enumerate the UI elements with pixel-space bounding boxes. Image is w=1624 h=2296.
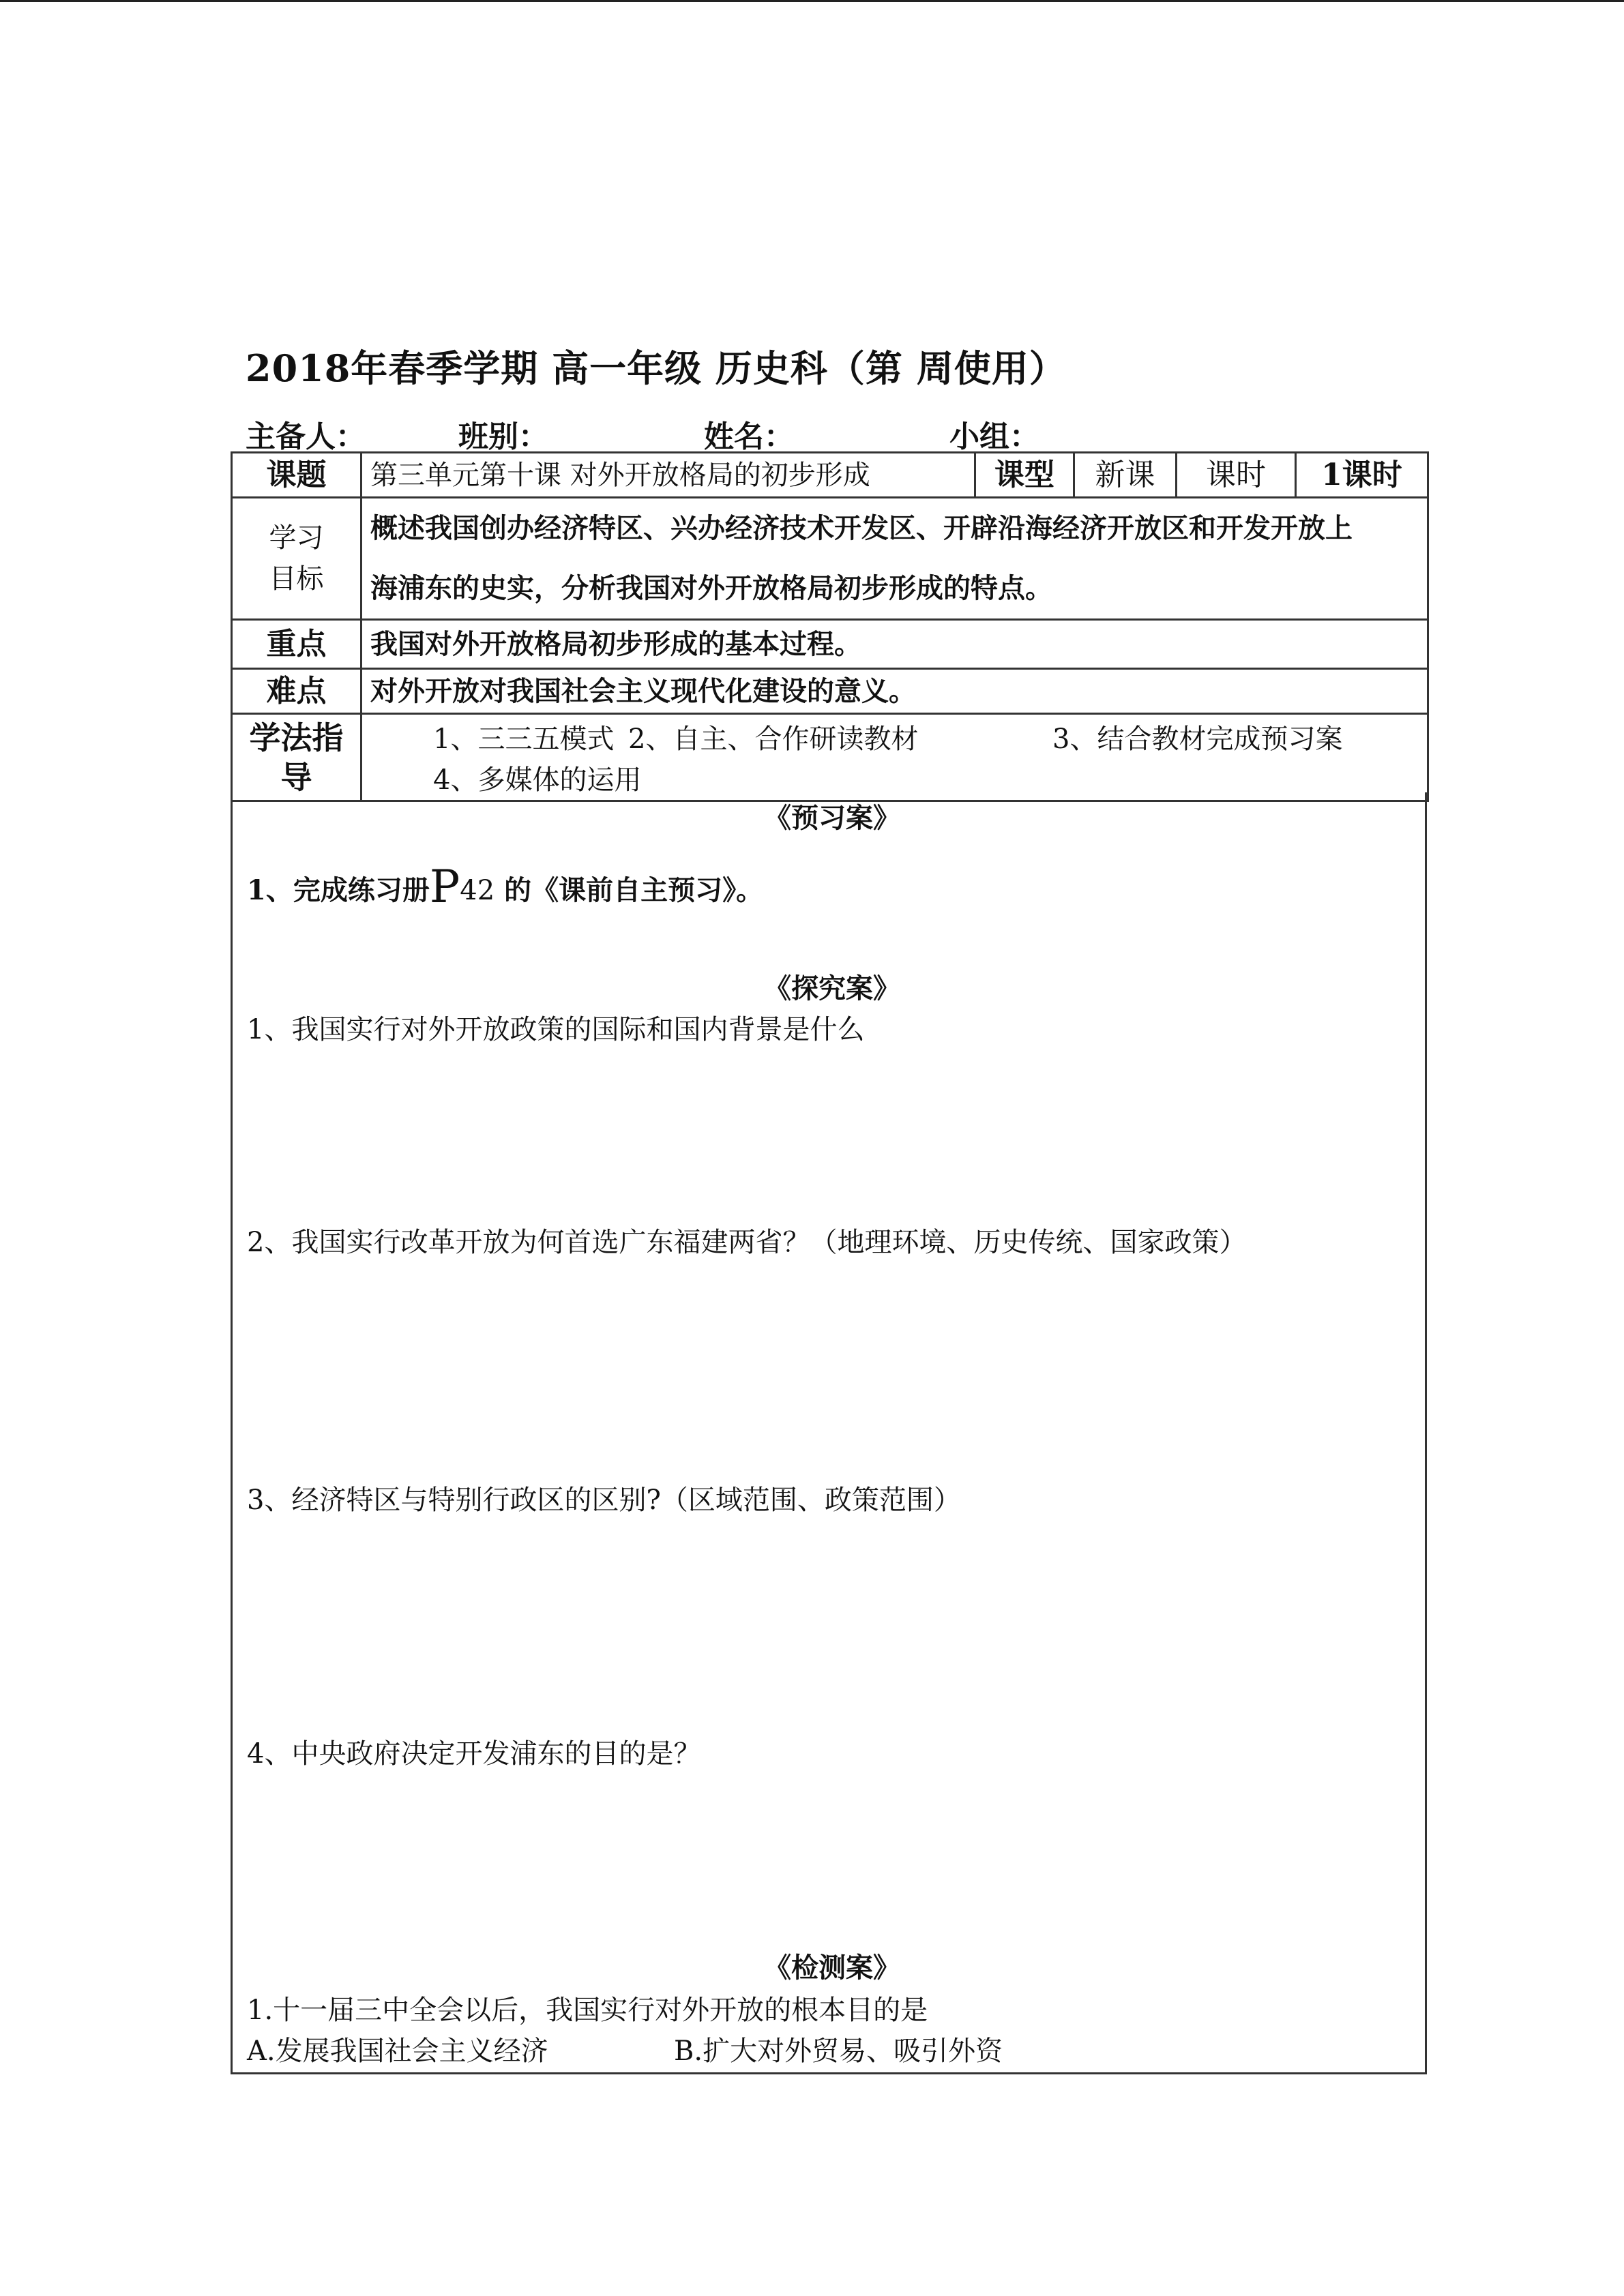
method-item-2: 2、自主、合作研读教材: [628, 723, 919, 755]
test-title: 《检测案》: [764, 1952, 900, 1984]
preview-item-page: 42: [460, 875, 495, 906]
preview-item-suffix: 的《课前自主预习》。: [504, 874, 764, 906]
goals-label: [232, 498, 361, 620]
top-border-line: [0, 0, 1624, 2]
inquiry-question-3: 3、经济特区与特别行政区的区别?（区域范围、政策范围）: [247, 1485, 961, 1516]
preview-item-p: P: [429, 861, 460, 913]
lesson-type-label: 课型: [975, 453, 1074, 498]
test-option-b: B.扩大对外贸易、吸引外资: [674, 2036, 1003, 2067]
preview-item-1: [247, 861, 763, 913]
class-label: 班别：: [458, 419, 548, 454]
period-value: 1课时: [1296, 453, 1428, 498]
lesson-info-table: [231, 451, 1429, 802]
difficulty-label: 难点: [232, 669, 361, 714]
topic-value: 第三单元第十课 对外开放格局的初步形成: [361, 453, 975, 498]
method-item-3: 3、结合教材完成预习案: [1052, 723, 1343, 755]
inquiry-question-4: 4、中央政府决定开发浦东的目的是？: [247, 1738, 701, 1770]
test-option-a: A.发展我国社会主义经济: [247, 2036, 548, 2067]
inquiry-title: 《探究案》: [764, 972, 900, 1004]
method-label-line2: 导: [280, 758, 312, 796]
group-label: 小组：: [949, 419, 1039, 454]
test-question-1: 1.十一届三中全会以后，我国实行对外开放的根本目的是: [247, 1995, 928, 2026]
preparer-label: 主备人：: [246, 419, 366, 454]
goals-value: [361, 498, 1428, 620]
period-label: 课时: [1177, 453, 1296, 498]
goals-line2: 海浦东的史实，分析我国对外开放格局初步形成的特点。: [370, 572, 1052, 604]
difficulty-value: 对外开放对我国社会主义现代化建设的意义。: [361, 669, 1428, 714]
inquiry-question-2: 2、我国实行改革开放为何首选广东福建两省？（地理环境、历史传统、国家政策）: [247, 1227, 1247, 1258]
preview-item-prefix: 1、完成练习册: [247, 874, 430, 906]
method-label: [232, 714, 361, 801]
method-item-4: 4、多媒体的运用: [433, 764, 642, 796]
key-point-label: 重点: [232, 620, 361, 669]
inquiry-question-1: 1、我国实行对外开放政策的国际和国内背景是什么: [247, 1014, 865, 1045]
key-point-value: 我国对外开放格局初步形成的基本过程。: [361, 620, 1428, 669]
goals-label-line1: 学习: [269, 522, 324, 554]
lesson-type-value: 新课: [1074, 453, 1177, 498]
topic-label: 课题: [232, 453, 361, 498]
goals-line1: 概述我国创办经济特区、兴办经济技术开发区、开辟沿海经济开放区和开发开放上: [370, 512, 1353, 544]
name-label: 姓名：: [704, 419, 794, 454]
preview-title: 《预习案》: [764, 802, 900, 834]
method-label-line1: 学法指: [249, 719, 344, 756]
method-value: [361, 714, 1428, 801]
method-item-1: 1、三三五模式: [433, 723, 615, 755]
goals-label-line2: 目标: [269, 563, 324, 595]
page-title: 2018年春季学期 高一年级 历史科（第 周使用）: [246, 346, 1067, 390]
